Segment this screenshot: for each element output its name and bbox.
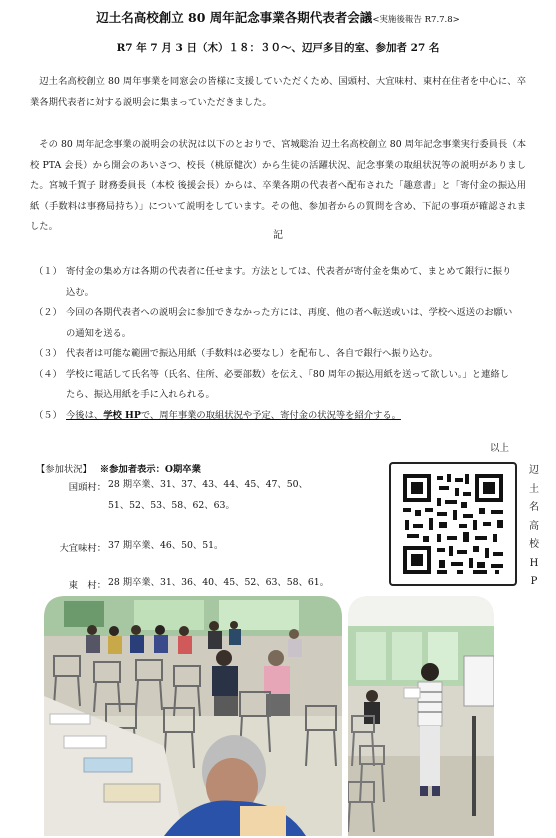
village-higashi-label: 東 村： (68, 580, 106, 591)
ki-heading: 記 (273, 230, 283, 241)
village-line: 28 期卒業、31、36、40、45、52、63、58、61。 (108, 577, 329, 588)
village-line: 37 期卒業、46、50、51。 (108, 540, 224, 551)
item-text: 今回の各期代表者への説明会に参加できなかった方には、再度、他の者へ転送或いは、学校へ返送のお願いの通知を送る。 (66, 307, 513, 339)
village-kunigami-list (108, 475, 378, 516)
item-text-post: で、周年事業の取組状況や予定、寄付金の状況等を紹介する。 (140, 409, 401, 421)
meeting-photo-left (44, 596, 342, 836)
school-hp-vertical-label (528, 462, 540, 592)
label-char: 土 (529, 483, 539, 495)
village-line: 51、52、53、58、62、63。 (108, 499, 235, 511)
item-number: （１） (34, 266, 62, 277)
village-kunigami-label: 国頭村： (68, 482, 106, 493)
item-text (66, 406, 514, 427)
label-char: 名 (529, 502, 539, 513)
item-text: 代表者は可能な範囲で振込用紙（手数料は必要なし）を配布し、各自で銀行へ振り込む。 (66, 348, 438, 359)
label-char: H (529, 557, 539, 569)
participation-heading (36, 461, 201, 475)
confirmed-items-list (34, 262, 514, 426)
item-text: 寄付金の集め方は各期の代表者に任せます。方法としては、代表者が寄付金を集めて、まとめて銀行に振り込む。 (66, 266, 512, 298)
page-title (0, 8, 556, 26)
item-text-pre: 今後は、 (66, 409, 104, 421)
label-char: 辺 (529, 465, 539, 476)
details-paragraph: その 80 周年記念事業の説明会の状況は以下のとおりで、宮城聡治 辺土名高校創立 80 周年記念事業実行委員長（本校 PTA 会長）から開会のあいさつ、校長（桃原健次）から生徒の活躍状況、記念事業の取組状況等の説明がありました。宮城千賀子 財務委員長（本校 後援会長）からは、卒業各期の代表者へ配布された「趣意書」と「寄付金の振込用紙（手数料は事務局持ち）」について説明をしています。その他、参加者からの質問を含め、下記の事項が確認されました。 (30, 139, 526, 232)
report-date: <実施後報告 R7.7.8> (372, 15, 460, 25)
item-number: （２） (34, 307, 62, 318)
item-text: 学校に電話して氏名等（氏名、住所、必要部数）を伝え、「80 周年の振込用紙を送って欲しい。」と連絡したら、振込用紙を手に入れられる。 (66, 368, 509, 400)
list-item (34, 365, 514, 406)
meeting-photo-right (348, 596, 494, 836)
village-ogimi-list (108, 536, 378, 557)
meeting-info: R7 年 7 月 3 日（木）１８：３０～、辺戸多目的室、参加者 27 名 (116, 42, 440, 54)
qr-code-icon (391, 464, 515, 584)
item-number: （４） (34, 368, 62, 380)
title-text: 辺土名高校創立 80 周年記念事業各期代表者会議 (96, 10, 373, 25)
list-item (34, 406, 514, 427)
list-item (34, 303, 514, 344)
qr-code-frame[interactable] (389, 462, 517, 586)
village-line: 28 期卒業、31、37、43、44、45、47、50、 (108, 479, 308, 490)
list-item (34, 262, 514, 303)
participation-title: 【参加状況】 (36, 464, 92, 475)
item-number: （３） (34, 348, 62, 359)
participation-note: ※参加者表示：O期卒業 (99, 464, 201, 475)
label-char: P (530, 576, 538, 587)
school-hp-text: 学校 HP (103, 409, 141, 421)
speaker-image (348, 596, 494, 836)
village-ogimi-label: 大宜味村： (59, 543, 106, 554)
label-char: 校 (529, 539, 539, 550)
village-higashi-list (108, 573, 378, 594)
intro-paragraph: 辺土名高校創立 80 周年事業を同窓会の皆様に支援していただくため、国頭村、大宜味村、東村在住者を中心に、卒業各期代表者に対する説明会に集まっていただきました。 (30, 76, 526, 108)
list-item (34, 344, 514, 365)
closing-ijo: 以上 (490, 443, 510, 454)
meeting-room-image (44, 596, 342, 836)
label-char: 高 (529, 520, 539, 532)
item-number: （５） (34, 409, 62, 421)
